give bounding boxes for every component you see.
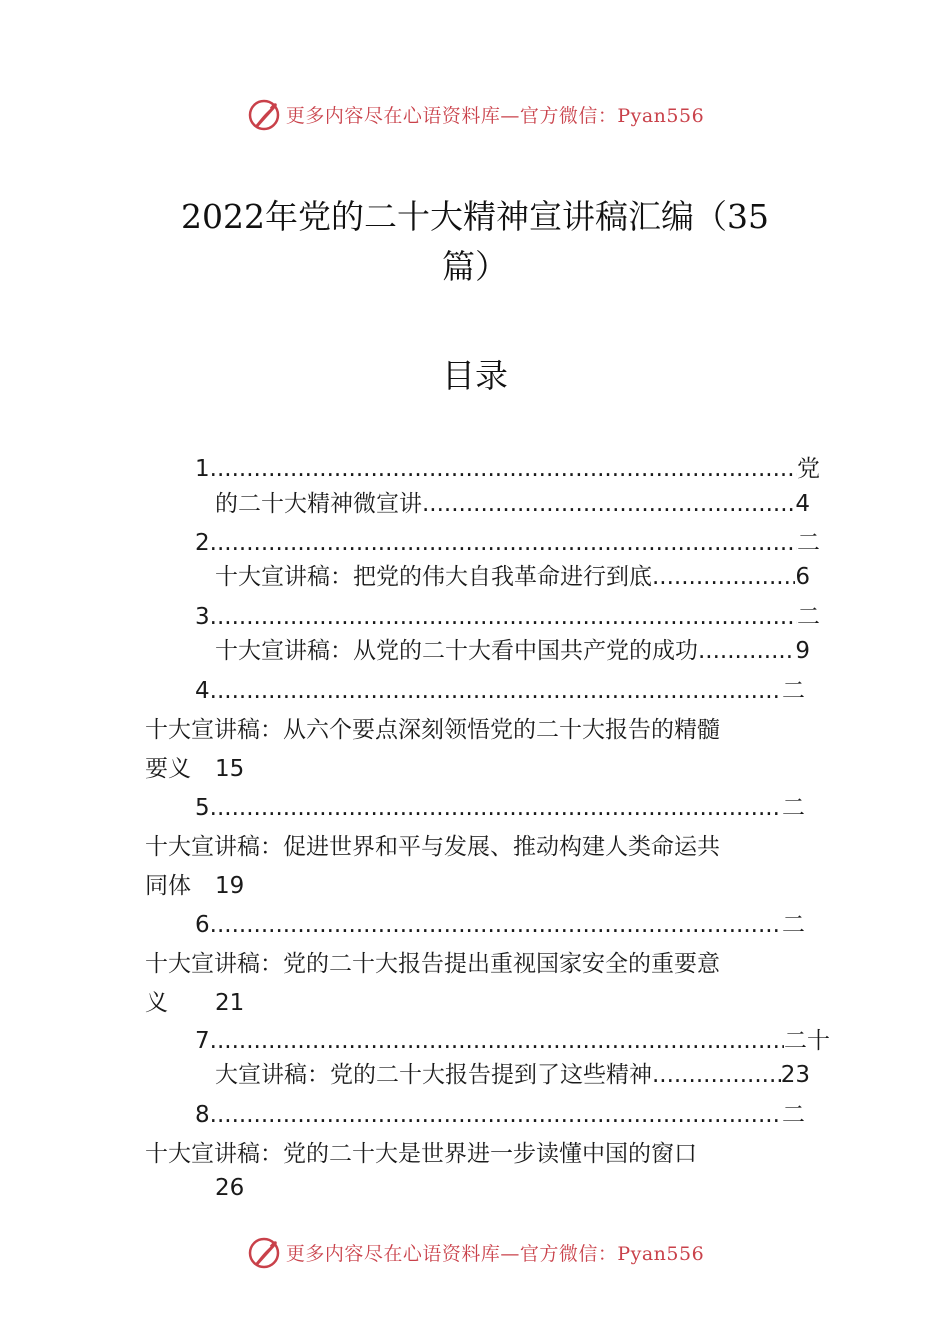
- toc-entry-page: 21: [215, 990, 245, 1016]
- title-line-2: 篇）: [442, 247, 508, 286]
- toc-entry-title: 十大宣讲稿：把党的伟大自我革命进行到底: [215, 564, 652, 590]
- toc-entry-page: 19: [215, 873, 245, 899]
- toc-entry-page: 6: [795, 564, 810, 590]
- toc-entry-title-cont: 同体: [145, 873, 191, 899]
- dot-leader: [210, 1098, 782, 1132]
- dot-leader: [210, 600, 797, 634]
- toc-entry-line-end: 二: [782, 912, 805, 938]
- dot-leader: [210, 452, 797, 486]
- dot-leader: [210, 674, 782, 708]
- toc-entry-number: 7: [195, 1028, 210, 1054]
- toc-entry-line-end: 二: [797, 604, 820, 630]
- toc-entry-7-line-1[interactable]: [195, 1024, 830, 1058]
- dot-leader: [652, 560, 795, 594]
- toc-entry-line-end: 党: [797, 456, 820, 482]
- toc-entry-7-line-2[interactable]: [215, 1058, 810, 1092]
- toc-entry-title-cont: 义: [145, 990, 168, 1016]
- toc-entry-page: 23: [780, 1062, 810, 1088]
- toc-entry-2-line-2[interactable]: [215, 560, 810, 594]
- toc-entry-page: 26: [215, 1175, 245, 1201]
- toc-entry-6-line-3[interactable]: [145, 986, 244, 1020]
- toc-entry-2-line-1[interactable]: [195, 526, 820, 560]
- dot-leader: [652, 1058, 781, 1092]
- toc-entry-8-line-1[interactable]: [195, 1098, 805, 1132]
- toc-entry-title: 十大宣讲稿：党的二十大报告提出重视国家安全的重要意: [145, 951, 720, 977]
- toc-entry-number: 6: [195, 912, 210, 938]
- feather-pen-icon: [246, 1234, 282, 1270]
- title-line-1: 2022年党的二十大精神宣讲稿汇编（35: [181, 197, 769, 236]
- toc-entry-line-end: 二十: [784, 1028, 830, 1054]
- toc-entry-line-end: 二: [797, 530, 820, 556]
- toc-entry-number: 4: [195, 678, 210, 704]
- toc-entry-number: 1: [195, 456, 210, 482]
- toc-entry-title: 大宣讲稿：党的二十大报告提到了这些精神: [215, 1062, 652, 1088]
- toc-entry-3-line-1[interactable]: [195, 600, 820, 634]
- dot-leader: [210, 908, 782, 942]
- dot-leader: [422, 487, 795, 521]
- toc-entry-page: 15: [215, 756, 245, 782]
- toc-entry-4-line-3[interactable]: [145, 752, 244, 786]
- toc-entry-3-line-2[interactable]: [215, 634, 810, 668]
- toc-entry-line-end: 二: [782, 1102, 805, 1128]
- header-watermark-banner: [0, 94, 950, 134]
- toc-entry-number: 5: [195, 795, 210, 821]
- dot-leader: [210, 526, 797, 560]
- toc-entry-title: 十大宣讲稿：促进世界和平与发展、推动构建人类命运共: [145, 834, 720, 860]
- toc-entry-number: 8: [195, 1102, 210, 1128]
- toc-entry-page: 9: [795, 638, 810, 664]
- toc-entry-1-line-2[interactable]: [215, 487, 810, 521]
- toc-entry-4-line-1[interactable]: [195, 674, 805, 708]
- watermark-text: 更多内容尽在心语资料库—官方微信：Pyan556: [285, 104, 705, 127]
- toc-entry-6-line-1[interactable]: [195, 908, 805, 942]
- toc-entry-8-line-3[interactable]: [215, 1171, 244, 1205]
- dot-leader: [698, 634, 795, 668]
- toc-entry-number: 3: [195, 604, 210, 630]
- toc-entry-5-line-1[interactable]: [195, 791, 805, 825]
- toc-entry-5-line-3[interactable]: [145, 869, 244, 903]
- toc-entry-title: 的二十大精神微宣讲: [215, 491, 422, 517]
- toc-entry-number: 2: [195, 530, 210, 556]
- feather-pen-icon: [246, 96, 282, 132]
- toc-heading: 目录: [442, 356, 508, 395]
- toc-entry-5-line-2[interactable]: [145, 830, 720, 864]
- toc-entry-8-line-2[interactable]: [145, 1137, 697, 1171]
- toc-entry-title: 十大宣讲稿：从六个要点深刻领悟党的二十大报告的精髓: [145, 717, 720, 743]
- dot-leader: [210, 791, 782, 825]
- toc-entry-line-end: 二: [782, 795, 805, 821]
- toc-entry-title: 十大宣讲稿：党的二十大是世界进一步读懂中国的窗口: [145, 1141, 697, 1167]
- footer-watermark-banner: [0, 1232, 950, 1272]
- toc-entry-4-line-2[interactable]: [145, 713, 720, 747]
- toc-entry-page: 4: [795, 491, 810, 517]
- dot-leader: [210, 1024, 784, 1058]
- document-title: [150, 192, 800, 292]
- watermark-text: 更多内容尽在心语资料库—官方微信：Pyan556: [285, 1242, 705, 1265]
- toc-entry-line-end: 二: [782, 678, 805, 704]
- toc-entry-title: 十大宣讲稿：从党的二十大看中国共产党的成功: [215, 638, 698, 664]
- toc-entry-title-cont: 要义: [145, 756, 191, 782]
- toc-entry-6-line-2[interactable]: [145, 947, 720, 981]
- toc-entry-1-line-1[interactable]: [195, 452, 820, 486]
